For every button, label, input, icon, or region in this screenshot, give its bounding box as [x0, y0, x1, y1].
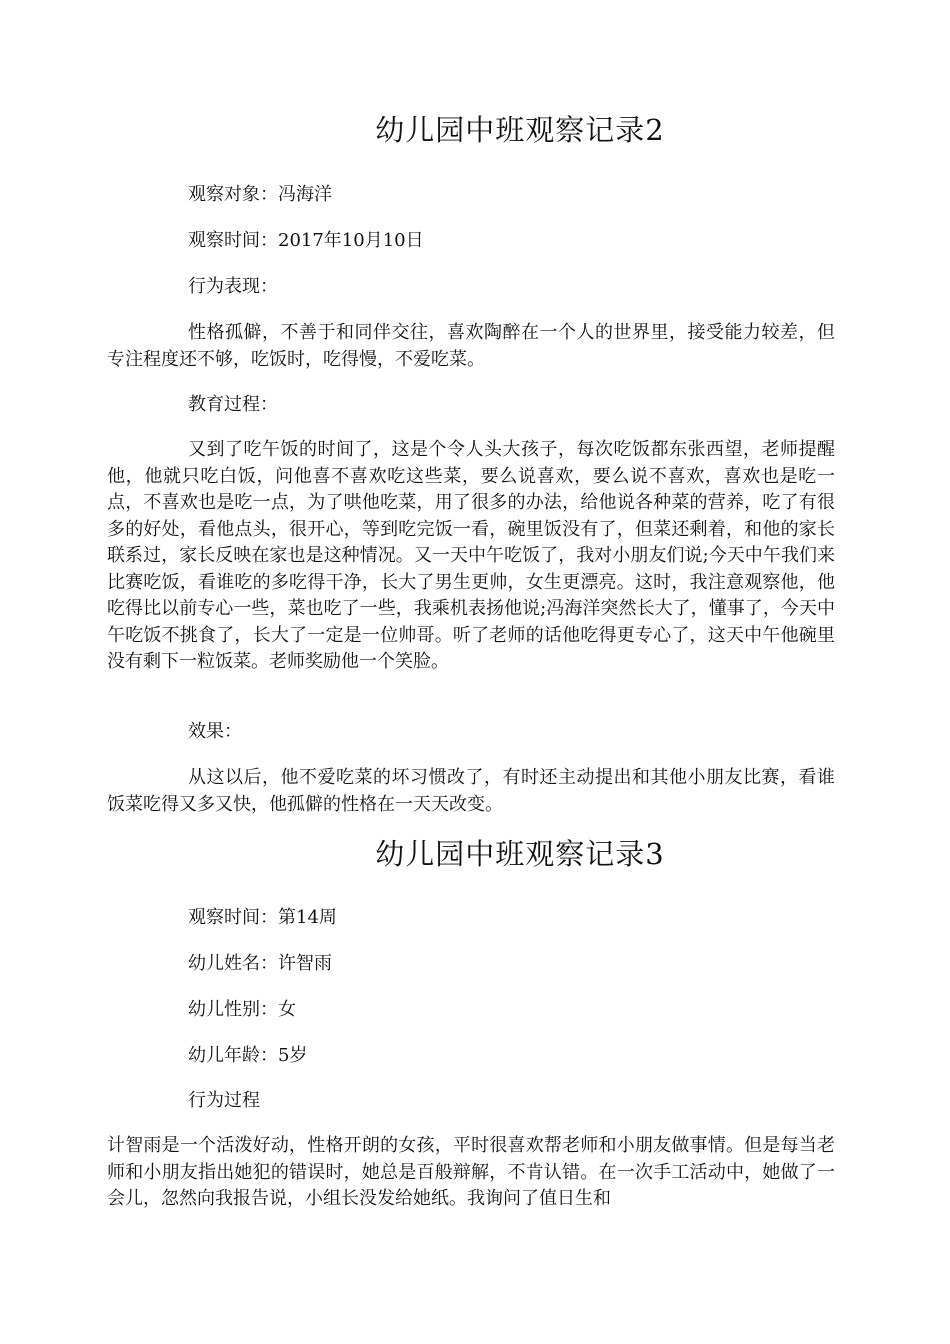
- record3-time: 观察时间：第14周: [188, 907, 337, 928]
- record3-process-text: 计智雨是一个活泼好动，性格开朗的女孩，平时很喜欢帮老师和小朋友做事情。但是每当老师和小朋友指出她犯的错误时，她总是百般辩解，不肯认错。在一次手工活动中，她做了一会儿，忽然向我报告说，小组长没发给她纸。我询问了值日生和: [107, 1135, 835, 1209]
- record3-name: 幼儿姓名：许智雨: [188, 953, 332, 974]
- record3-process-heading: 行为过程: [188, 1090, 260, 1111]
- record3-age: 幼儿年龄：5岁: [188, 1045, 308, 1066]
- record2-time: 观察时间：2017年10月10日: [188, 230, 424, 251]
- record3-title: 幼儿园中班观察记录3: [375, 837, 665, 871]
- record2-process-text: 又到了吃午饭的时间了，这是个令人头大孩子，每次吃饭都东张西望，老师提醒他，他就只吃白饭，问他喜不喜欢吃这些菜，要么说喜欢，要么说不喜欢，喜欢也是吃一点，不喜欢也是吃一点，为了哄他吃菜，用了很多的办法，给他说各种菜的营养，吃了有很多的好处，看他点头，很开心，等到吃完饭一看，碗里饭没有了，但菜还剩着，和他的家长联系过，家长反映在家也是这种情况。又一天中午吃饭了，我对小朋友们说;今天中午我们来比赛吃饭，看谁吃的多吃得干净，长大了男生更帅，女生更漂亮。这时，我注意观察他，他吃得比以前专心一些，菜也吃了一些，我乘机表扬他说;冯海洋突然长大了，懂事了，今天中午吃饭不挑食了，长大了一定是一位帅哥。听了老师的话他吃得更专心了，这天中午他碗里没有剩下一粒饭菜。老师奖励他一个笑脸。: [107, 439, 835, 672]
- record2-effect-heading: 效果：: [188, 721, 242, 742]
- record2-process-heading: 教育过程：: [188, 394, 278, 415]
- record2-subject: 观察对象：冯海洋: [188, 184, 332, 205]
- record2-behavior-heading: 行为表现：: [188, 276, 278, 297]
- record2-behavior-text: 性格孤僻，不善于和同伴交往，喜欢陶醉在一个人的世界里，接受能力较差，但专注程度还不够，吃饭时，吃得慢，不爱吃菜。: [107, 322, 835, 370]
- record2-title: 幼儿园中班观察记录2: [375, 113, 665, 147]
- record3-gender: 幼儿性别：女: [188, 999, 296, 1020]
- record2-effect-text: 从这以后，他不爱吃菜的坏习惯改了，有时还主动提出和其他小朋友比赛，看谁饭菜吃得又多又快，他孤僻的性格在一天天改变。: [107, 767, 835, 815]
